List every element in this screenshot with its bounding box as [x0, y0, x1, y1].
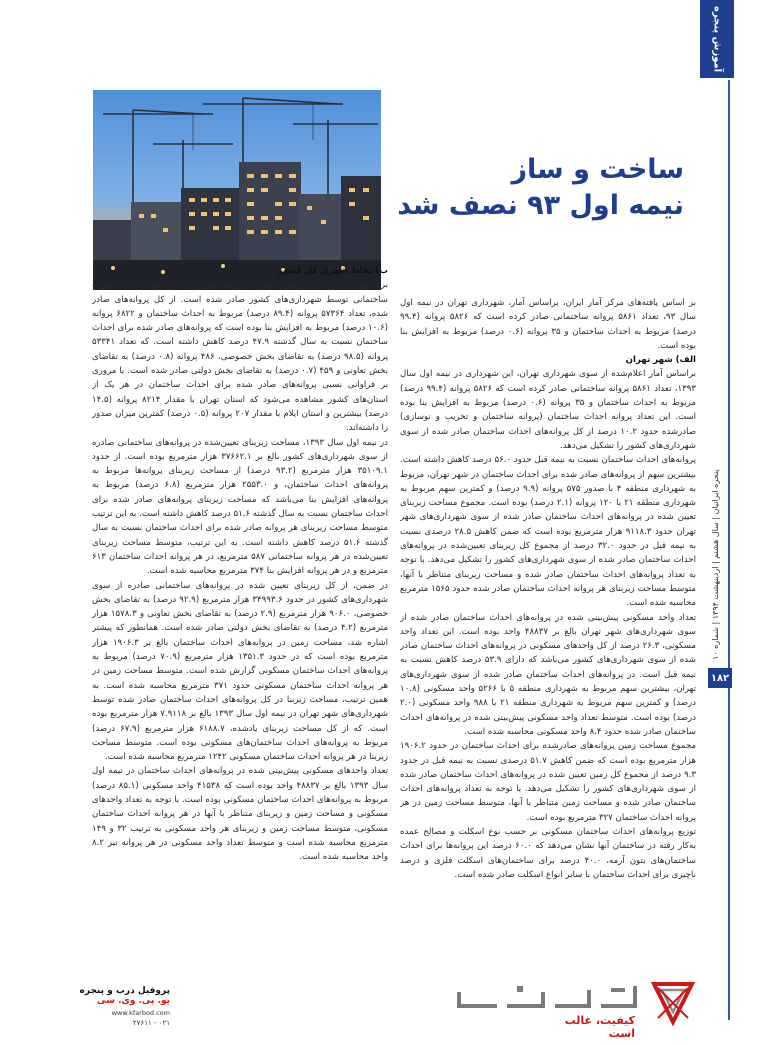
- title-line-2: نیمه اول ۹۳ نصف شد: [397, 190, 684, 221]
- ad-text-block: [60, 986, 170, 1027]
- paragraph: تعداد واحد مسکونی پیش‌بینی شده در پروانه‌های احداث ساختمان صادر شده از سوی شهرداری‌های شهر تهران بالغ بر ۴۸۸۳۷ واحد بوده است. این تعداد واحد مسکونی، ۲۶.۳ درصد از کل واحدهای مسکونی در پروانه‌های احداث ساختمان صادر شده از سوی شهرداری‌های کشور می‌باشد که دارای ۵۳.۹ درصد کاهش نسبت به نیمه قبل است. در پروانه‌های احداث ساختمان صادر شده از سوی شهرداری‌های تهران، بیشترین سهم مربوط به شهرداری منطقه ۵ با ۵۲۶۶ واحد مسکونی (۱۰.۸ درصد) و کمترین سهم مربوط به شهرداری منطقه ۲۱ با ۹۸۸ واحد مسکونی (۲.۰ درصد) بوده است. متوسط تعداد واحد مسکونی پیش‌بینی شده در پروانه‌های احداث ساختمان صادر شده حدود ۸.۴ واحد مسکونی محاسبه شده است.: [400, 612, 696, 737]
- paragraph: در ضمن، از کل زیربنای تعیین شده در پروانه‌های ساختمانی صادره از سوی شهرداری‌های کشور در حدود ۳۴۹۹۳.۶ هزار مترمربع (۹۲.۹ درصد) به تقاضای بخش خصوصی، ۹۰۶.۰ هزار مترمربع (۲.۹ درصد) به تقاضای بخش تعاونی و ۱۵۷۸.۳ هزار مترمربع (۴.۲ درصد) به تقاضای بخش دولتی صادر شده است. همانطور که پیشتر اشاره شد، مساحت زمین در پروانه‌های احداث ساختمان بالغ بر ۱۹۰۶.۳ هزار مترمربع بوده است که در حدود ۱۳۵۱.۳ هزار مترمربع (۷۰.۹ درصد) مربوط به پروانه‌های احداث ساختمان مسکونی گزارش شده است. متوسط مساحت زمین در هر پروانه احداث ساختمان مسکونی حدود ۳۷۱ مترمربع محاسبه شده است. به همین ترتیب، مساحت زیربنا در کل پروانه‌های احداث ساختمان صادر شده توسط شهرداری‌های شهر تهران در نیمه اول سال ۱۳۹۳ بالغ بر ۷.۹۱۱۸ هزار مترمربع بوده است. که از کل مساحت زیربنای یادشده، ۶۱۸۸.۷ هزار مترمربع (۶۷.۹ درصد) مربوط به پروانه‌های احداث ساختمان‌های مسکونی بوده است. متوسط مساحت زیربنا در هر پروانه احداث ساختمان مسکونی ۱۲۴۲ مترمربع محاسبه شده است.: [92, 580, 388, 763]
- running-header: پنجره ایرانیان | سال هشتم | اردیبهشت ۱۳۹۴ | شماره ۱۰: [711, 469, 720, 660]
- page-number: ۱۸۲: [708, 668, 732, 688]
- paragraph: براساس نتایج حاصل از اجرای طرح، در نیمه اول سال ۱۳۹۳ تعداد ۶۴۱۸۶ پروانه ساختمانی توسط شهرداری‌های کشور صادر شده است. از کل پروانه‌های صادر شده، تعداد ۵۷۳۶۴ پروانه (۸۹.۴ درصد) مربوط به احداث ساختمان و ۶۸۲۲ پروانه (۱۰.۶ درصد) مربوط به افزایش بنا بوده است که پروانه‌های صادر شده برای احداث ساختمان نسبت به سال گذشته ۴۷.۹ درصد کاهش داشته است. که تعداد ۵۳۳۴۱ پروانه (۹۸.۵ درصد) به تقاضای بخش خصوصی، ۴۸۶ پروانه (۰.۸ درصد) به تقاضای بخش تعاونی و ۴۵۹ (۰.۷ درصد) به تقاضای بخش دولتی صادر شده است. با مروری بر فراوانی نسبی پروانه‌های صادر شده برای احداث ساختمان در هر یک از استان‌های کشور مشاهده می‌شود که استان تهران با مقدار ۸۲۱۴ پروانه (۱۴.۵ درصد) بیشترین و استان ایلام با مقدار ۲۰۷ پروانه (۰.۵ درصد) کمترین میزان صدور را داشته‌اند.: [92, 280, 388, 434]
- ad-subtitle: یو. پی. وی. سی: [97, 996, 170, 1006]
- brand-tagline: کیفیت، غالب است: [564, 1014, 635, 1040]
- brand-logo-word: [455, 982, 640, 1016]
- section-tab: [700, 0, 734, 78]
- paragraph: براساس آمار اعلام‌شده از سوی شهرداری تهران، این شهرداری در نیمه اول سال ۱۳۹۳، تعداد ۵۸۶۱ پروانه ساختمانی صادر کرده است که ۵۸۲۶ پروانه (۹۹.۴ درصد) مربوط به احداث ساختمان و ۳۵ پروانه (۰.۶ درصد) مربوط به افزایش بنا بوده است. این تعداد پروانه احداث ساختمان (پروانه ساختمان و تخریب و نوسازی) صادرشده حدود ۱۰.۲ درصد از کل پروانه‌های احداث ساختمان صادر شده از سوی شهرداری‌های کشور را تشکیل می‌دهد.: [400, 369, 696, 451]
- paragraph: در نیمه اول سال ۱۳۹۳، مساحت زیربنای تعیین‌شده در پروانه‌های ساختمانی صادره از سوی شهرداری‌های کشور بالغ بر ۳۷۶۶۲.۱ هزار مترمربع بوده است. از حدود ۳۵۱۰۹.۱ هزار مترمربع (۹۳.۲ درصد) از مساحت زیربنای پروانه‌ها مربوط به پروانه‌های احداث ساختمان، و ۲۵۵۳.۰ هزار مترمربع (۶.۸ درصد) مربوط به پروانه‌های افزایش بنا می‌باشد که مساحت زیربنای پروانه‌های صادر شده برای احداث ساختمان نسبت به سال گذشته ۵۱.۶ درصد کاهش داشته است. به این ترتیب متوسط مساحت زیربنای هر پروانه صادر شده برای احداث ساختمان نسبت به سال گذشته ۵۱.۶ درصد کاهش داشته است. به این ترتیب، متوسط مساحت زیربنای تعیین‌شده در هر پروانه ساختمانی ۵۸۷ مترمربع، در هر پروانه احداث ساختمان ۶۱۳ مترمربع و در هر پروانه افزایش بنا ۳۷۴ مترمربع محاسبه شده است.: [92, 437, 388, 577]
- ad-title: پروفیل درب و پنجره: [79, 986, 170, 996]
- subheading: الف) شهر تهران: [625, 355, 696, 366]
- paragraph: بر اساس یافته‌های مرکز آمار ایران، براساس آمار، شهرداری تهران در نیمه اول سال ۹۳، تعداد ۵۸۶۱ پروانه ساختمانی صادر کرده است که ۵۸۲۶ پروانه (۹۹.۴ درصد) مربوط به احداث ساختمان و ۳۵ پروانه (۰.۶ درصد) مربوط به افزایش بنا بوده است.: [400, 298, 696, 351]
- body-column-left: [92, 264, 388, 976]
- ad-phone: ۰۲۱ - ۲۷۶۱۱: [132, 1019, 170, 1027]
- brand-logo-mark: [650, 980, 696, 1026]
- body-column-right: [400, 296, 696, 976]
- side-rule: [728, 80, 730, 1020]
- paragraph: مجموع مساحت زمین پروانه‌های صادرشده برای احداث ساختمان در حدود ۱۹۰۶.۲ هزار مترمربع بوده است که ضمن کاهش ۵۱.۷ درصدی نسبت به نیمه قبل در حدود ۹.۳ درصد از مجموع کل زمین تعیین شده در پروانه‌های احداث ساختمان صادر شده از سوی شهرداری‌های کشور را تشکیل می‌دهد. با توجه به تعداد پروانه‌های احداث ساختمان صادر شده و مساحت زمین متناظر با آنها، متوسط مساحت زمین در هر پروانه احداث ساختمان ۳۲۷ مترمربع بوده است.: [400, 741, 696, 823]
- article-title: [396, 152, 684, 224]
- ad-url: www.kfarbod.com: [111, 1009, 170, 1017]
- paragraph: پروانه‌های احداث ساختمان نسبت به نیمه قبل حدود ۵۶.۰ درصد کاهش داشته است. بیشترین سهم از پروانه‌های صادر شده برای احداث ساختمان در شهر تهران، مربوط به شهرداری منطقه ۴ با صدور ۵۷۵ پروانه (۹.۹ درصد) و کمترین سهم مربوط به شهرداری منطقه ۲۱ با ۱۲۰ پروانه (۲.۱ درصد) بوده است. مجموع مساحت زیربنای تعیین شده در پروانه‌های احداث ساختمان صادر شده از سوی شهرداری‌های شهر تهران حدود ۹۱۱۸.۳ هزار مترمربع بوده است که ضمن کاهش ۲۸.۵ درصدی نسبت به نیمه قبل در حدود ۳۲.۰ درصد از مجموع کل زیربنای تعیین‌شده در پروانه‌های احداث ساختمان صادر شده از سوی شهرداری‌های کشور را تشکیل می‌دهد. با توجه به تعداد پروانه‌های احداث ساختمان صادر شده و مساحت زیربنای متناظر با آنها، متوسط مساحت زیربنای هر پروانه احداث ساختمان صادر شده حدود ۱۵۶۵ مترمربع محاسبه شده است.: [400, 455, 696, 609]
- title-line-1: ساخت و ساز: [511, 154, 684, 185]
- construction-photo: [93, 90, 381, 290]
- section-label: آموزش پنجره: [711, 5, 723, 73]
- paragraph: توزیع پروانه‌های احداث ساختمان مسکونی بر حسب نوع اسکلت و مصالح عمده به‌کار رفته در ساختمان آنها نشان می‌دهد که ۶۰.۰ درصد این پروانه‌ها برای احداث ساختمان‌های بتون آرمه، ۴۰.۰ درصد برای ساختمان‌های اسکلت فلزی و درصد ناچیزی برای احداث ساختمان با سایر انواع اسکلت صادر شده است.: [400, 826, 696, 880]
- subheading: ب) نقاط شهری کل کشور: [277, 266, 388, 276]
- paragraph: تعداد واحدهای مسکونی پیش‌بینی شده در پروانه‌های احداث ساختمان در نیمه اول سال ۱۳۹۳ بالغ بر ۴۸۸۳۷ واحد بوده است که ۴۱۵۳۸ واحد مسکونی (۸۵.۱ درصد) مربوط به پروانه‌های احداث ساختمان مسکونی بوده است. با توجه به تعداد واحدهای مسکونی و مساحت زمین و زیربنای متناظر با آنها در هر پروانه احداث ساختمان مسکونی، متوسط مساحت زمین و زیربنای هر واحد مسکونی به ترتیب ۳۲ و ۱۴۹ مترمربع محاسبه شده است و متوسط تعداد واحد مسکونی در هر پروانه نیز ۸.۲ واحد محاسبه شده است.: [92, 766, 388, 863]
